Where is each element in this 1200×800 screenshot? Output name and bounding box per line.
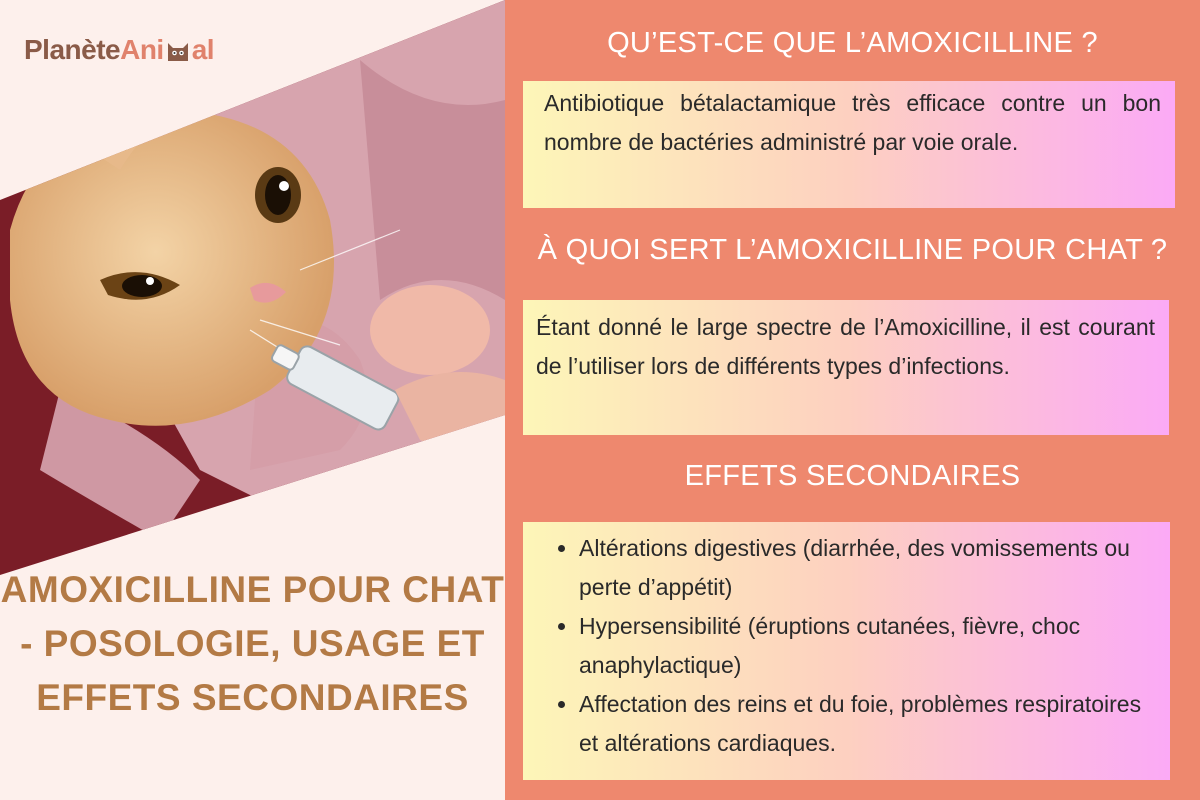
- definition-box: [523, 81, 1175, 208]
- section-heading-usage: À QUOI SERT L’AMOXICILLINE POUR CHAT ?: [537, 234, 1168, 266]
- section-heading-side-effects: EFFETS SECONDAIRES: [684, 460, 1021, 492]
- section-heading-what-is: QU’EST-CE QUE L’AMOXICILLINE ?: [607, 27, 1098, 59]
- usage-text: Étant donné le large spectre de l’Amoxicilline, il est courant de l’utiliser lors de différents types d’infections.: [536, 314, 1155, 379]
- list-item: • Hypersensibilité (éruptions cutanées, fièvre, choc anaphylactique): [579, 607, 1150, 685]
- list-item: • Altérations digestives (diarrhée, des vomissements ou perte d’appétit): [579, 529, 1150, 607]
- usage-box: [523, 300, 1169, 435]
- brand-logo[interactable]: [24, 34, 214, 66]
- side-effects-box: [523, 522, 1170, 780]
- logo-text-al: al: [191, 34, 215, 65]
- logo-text-planete: Planète: [24, 34, 121, 65]
- logo-text-ani: Ani: [120, 34, 164, 65]
- cat-face-icon: [165, 37, 191, 63]
- side-effects-list: [553, 529, 1150, 763]
- right-panel: [505, 0, 1200, 800]
- definition-text: Antibiotique bétalactamique très efficace contre un bon nombre de bactéries administré par voie orale.: [544, 90, 1161, 155]
- list-item: • Affectation des reins et du foie, problèmes respiratoires et altérations cardiaques.: [579, 685, 1150, 763]
- left-panel: [0, 0, 505, 800]
- page-title: AMOXICILLINE POUR CHAT - POSOLOGIE, USAGE ET EFFETS SECONDAIRES: [0, 569, 505, 718]
